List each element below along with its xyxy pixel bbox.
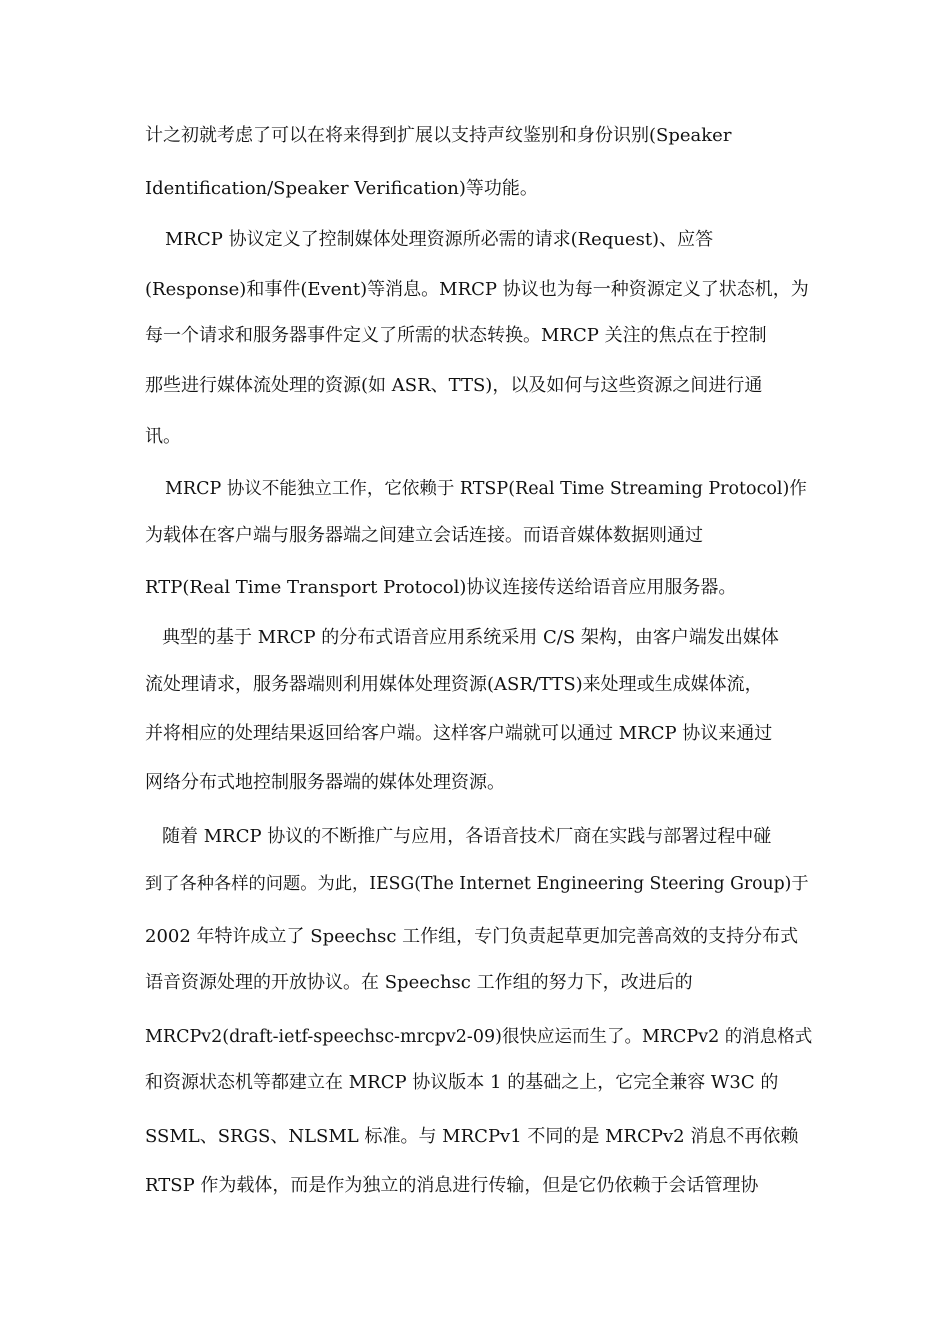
paragraph-start: 随着 MRCP 协议的不断推广与应用，各语音技术厂商在实践与部署过程中碰 (162, 826, 772, 847)
text-line: (Response)和事件(Event)等消息。MRCP 协议也为每一种资源定义了状态机，为 (145, 279, 809, 300)
text-line: RTSP 作为载体，而是作为独立的消息进行传输，但是它仍依赖于会话管理协 (145, 1175, 759, 1196)
text-line: 并将相应的处理结果返回给客户端。这样客户端就可以通过 MRCP 协议来通过 (145, 723, 773, 744)
text-line: 那些进行媒体流处理的资源(如 ASR、TTS)，以及如何与这些资源之间进行通 (145, 375, 763, 396)
text-line: 流处理请求，服务器端则利用媒体处理资源(ASR/TTS)来处理或生成媒体流， (145, 674, 763, 695)
text-line: SSML、SRGS、NLSML 标准。与 MRCPv1 不同的是 MRCPv2 消息不再依赖 (145, 1126, 799, 1147)
paragraph-start: MRCP 协议不能独立工作，它依赖于 RTSP(Real Time Streaming Protocol)作 (165, 479, 807, 499)
paragraph-start: 典型的基于 MRCP 的分布式语音应用系统采用 C/S 架构，由客户端发出媒体 (162, 627, 779, 648)
text-line: MRCPv2(draft-ietf-speechsc-mrcpv2-09)很快应运而生了。MRCPv2 的消息格式 (145, 1027, 813, 1047)
text-line: 和资源状态机等都建立在 MRCP 协议版本 1 的基础之上，它完全兼容 W3C 的 (145, 1072, 779, 1093)
text-line: 2002 年特许成立了 Speechsc 工作组，专门负责起草更加完善高效的支持分布式 (145, 926, 799, 947)
text-line: 为载体在客户端与服务器端之间建立会话连接。而语音媒体数据则通过 (145, 525, 703, 546)
text-line: 语音资源处理的开放协议。在 Speechsc 工作组的努力下，改进后的 (145, 972, 693, 993)
text-line: RTP(Real Time Transport Protocol)协议连接传送给语音应用服务器。 (145, 577, 737, 598)
text-line: 每一个请求和服务器事件定义了所需的状态转换。MRCP 关注的焦点在于控制 (145, 325, 767, 346)
text-line: 讯。 (145, 426, 181, 447)
text-line: 网络分布式地控制服务器端的媒体处理资源。 (145, 772, 505, 793)
text-line: Identification/Speaker Verification)等功能。 (145, 178, 538, 199)
text-line: 计之初就考虑了可以在将来得到扩展以支持声纹鉴别和身份识别(Speaker (145, 125, 732, 146)
text-line: 到了各种各样的问题。为此，IESG(The Internet Engineering Steering Group)于 (145, 874, 809, 894)
paragraph-start: MRCP 协议定义了控制媒体处理资源所必需的请求(Request)、应答 (165, 229, 714, 250)
